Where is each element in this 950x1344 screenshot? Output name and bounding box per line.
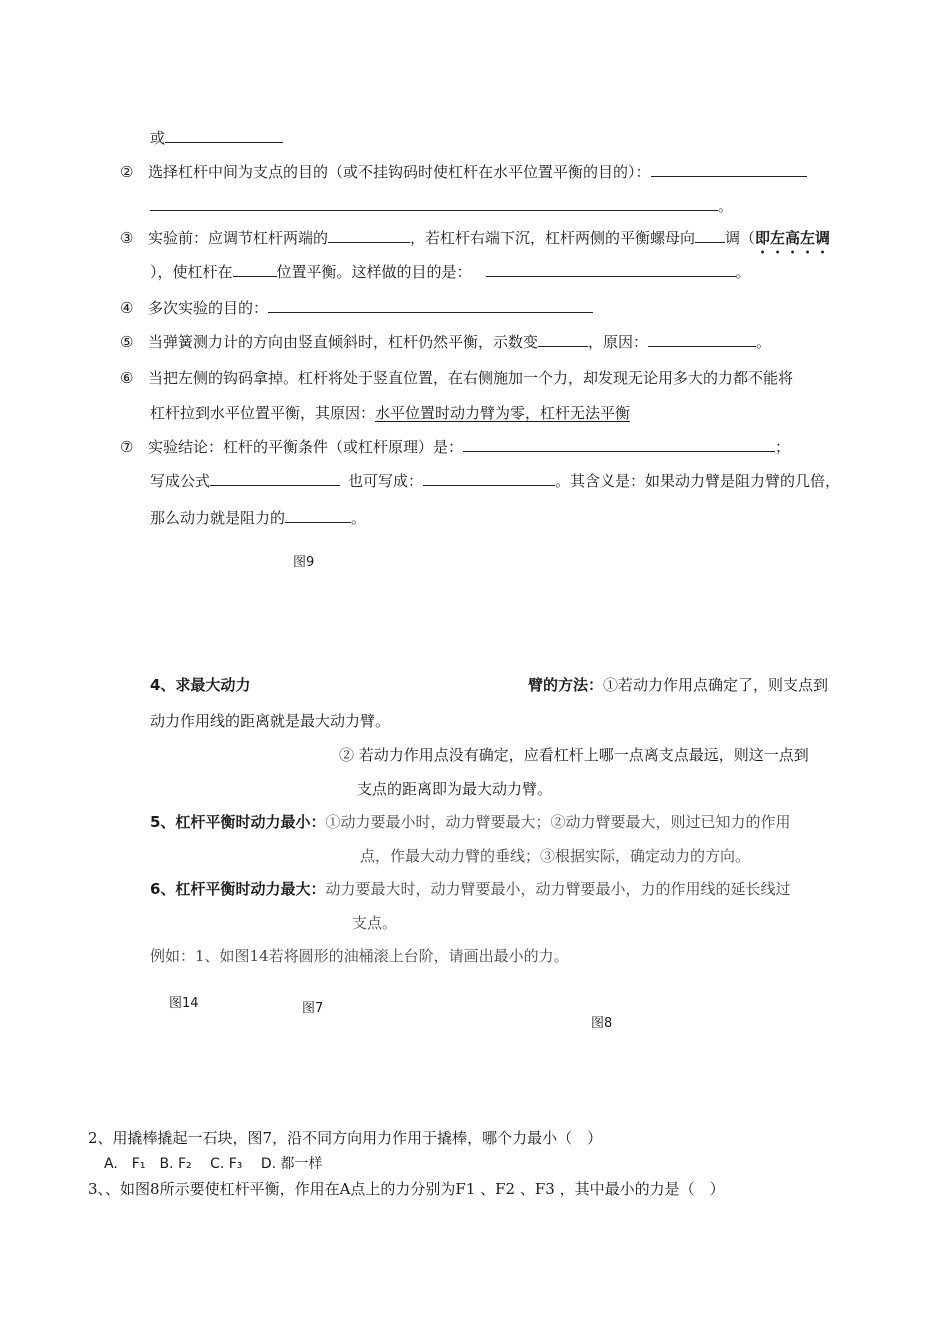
- section-6-line2: 支点。: [352, 914, 398, 932]
- blank-field[interactable]: [651, 162, 807, 177]
- item-end: 。: [351, 509, 367, 527]
- item-text: ；: [775, 438, 791, 456]
- item-6-cont: [150, 403, 630, 423]
- item-text: 也可写成：: [348, 472, 424, 490]
- item-7-cont2: [150, 508, 366, 528]
- blank-field[interactable]: [695, 228, 725, 243]
- blank-field[interactable]: [423, 471, 555, 486]
- item-number: ⑥: [120, 369, 134, 387]
- item-text: 当弹簧测力计的方向由竖直倾斜时，杠杆仍然平衡，示数变: [148, 333, 539, 351]
- item-5: [120, 332, 771, 352]
- section-5-title: 5、杠杆平衡时动力最小：: [150, 813, 326, 831]
- item-text: 杠杆拉到水平位置平衡，其原因：: [150, 404, 376, 422]
- blank-field[interactable]: [463, 437, 775, 452]
- figure-8-caption: 图8: [591, 1016, 613, 1031]
- item-end: 。: [718, 197, 734, 215]
- figure-9-caption: 图9: [293, 555, 315, 570]
- blank-field[interactable]: [285, 508, 351, 523]
- section-4-line2: 动力作用线的距离就是最大动力臂。: [150, 712, 391, 730]
- item-number: ⑦: [120, 438, 134, 456]
- item-end: 。: [735, 263, 751, 281]
- item-3-cont: [150, 262, 751, 282]
- item-number: ⑤: [120, 333, 134, 351]
- item-number: ③: [120, 229, 134, 247]
- item-emphasis: 即左高左调: [755, 229, 831, 247]
- item-text: 调（: [725, 229, 756, 247]
- section-5-text: ①动力要最小时，动力臂要最大；②动力臂要最大，则过已知力的作用: [325, 813, 791, 831]
- blank-field[interactable]: [150, 196, 718, 211]
- item-4: [120, 298, 593, 318]
- blank-field[interactable]: [486, 262, 736, 277]
- blank-field[interactable]: [233, 262, 277, 277]
- blank-field[interactable]: [328, 228, 410, 243]
- section-4-line1: [150, 675, 250, 695]
- item-7-cont: [150, 471, 840, 491]
- section-6-title: 6、杠杆平衡时动力最大：: [150, 880, 326, 898]
- section-4-title-cont: 臂的方法：: [528, 676, 604, 694]
- figure-14-caption: 图14: [169, 996, 199, 1011]
- item-text: 。其含义是：如果动力臂是阻力臂的几倍，: [555, 472, 841, 490]
- item-text: 实验结论：杠杆的平衡条件（或杠杆原理）是：: [148, 438, 464, 456]
- blank-field[interactable]: [538, 332, 588, 347]
- blank-field[interactable]: [165, 128, 283, 143]
- item-end: 。: [756, 333, 772, 351]
- item-text: 写成公式: [150, 472, 211, 490]
- section-6-line1: [150, 879, 790, 899]
- item-text: 那么动力就是阻力的: [150, 509, 286, 527]
- line-or: [150, 128, 283, 148]
- section-4-title: 4、求最大动力: [150, 676, 251, 694]
- item-number: ④: [120, 299, 134, 317]
- question-2: 2、用撬棒撬起一石块，图7，沿不同方向用力作用于撬棒，哪个力最小（ ）: [88, 1129, 603, 1147]
- example-text: 例如：1、如图14若将圆形的油桶滚上台阶，请画出最小的力。: [150, 947, 569, 965]
- section-4-line1b: [528, 675, 828, 695]
- section-4-text: ①若动力作用点确定了，则支点到: [603, 676, 829, 694]
- question-2-options: A. F₁ B. F₂ C. F₃ D. 都一样: [104, 1156, 323, 1172]
- item-2-cont: [150, 196, 733, 216]
- section-4-line3: ② 若动力作用点没有确定，应看杠杆上哪一点离支点最远，则这一点到: [339, 746, 809, 764]
- blank-field[interactable]: [648, 332, 756, 347]
- section-5-line2: 点，作最大动力臂的垂线；③根据实际，确定动力的方向。: [360, 847, 751, 865]
- item-3: [120, 228, 830, 257]
- item-text: ），使杠杆在: [150, 263, 233, 281]
- item-text: 选择杠杆中间为支点的目的（或不挂钩码时使杠杆在水平位置平衡的目的）：: [148, 163, 651, 181]
- item-2: [120, 162, 807, 182]
- item-text: ，若杠杆右端下沉，杠杆两侧的平衡螺母向: [410, 229, 696, 247]
- section-5-line1: [150, 812, 790, 832]
- item-text: 位置平衡。这样做的目的是：: [276, 263, 472, 281]
- question-3: 3、、如图8所示要使杠杆平衡，作用在A点上的力分别为F1 、F2 、F3 ，其中最小的力是（ ）: [88, 1180, 725, 1198]
- item-text: 实验前：应调节杠杆两端的: [148, 229, 329, 247]
- section-4-line4: 支点的距离即为最大动力臂。: [357, 780, 553, 798]
- or-prefix: 或: [150, 129, 166, 147]
- blank-field[interactable]: [210, 471, 340, 486]
- item-7: [120, 437, 790, 457]
- item-text: 当把左侧的钩码拿掉。杠杆将处于竖直位置，在右侧施加一个力，却发现无论用多大的力都不能将: [148, 369, 794, 387]
- item-answer: 水平位置时动力臂为零，杠杆无法平衡: [375, 404, 631, 422]
- item-text: ，原因：: [588, 333, 649, 351]
- blank-field[interactable]: [268, 298, 593, 313]
- item-6: [120, 368, 793, 388]
- item-number: ②: [120, 163, 134, 181]
- section-6-text: 动力要最大时，动力臂要最小，动力臂要最小，力的作用线的延长线过: [325, 880, 791, 898]
- item-text: 多次实验的目的：: [148, 299, 269, 317]
- figure-7-caption: 图7: [302, 1001, 324, 1016]
